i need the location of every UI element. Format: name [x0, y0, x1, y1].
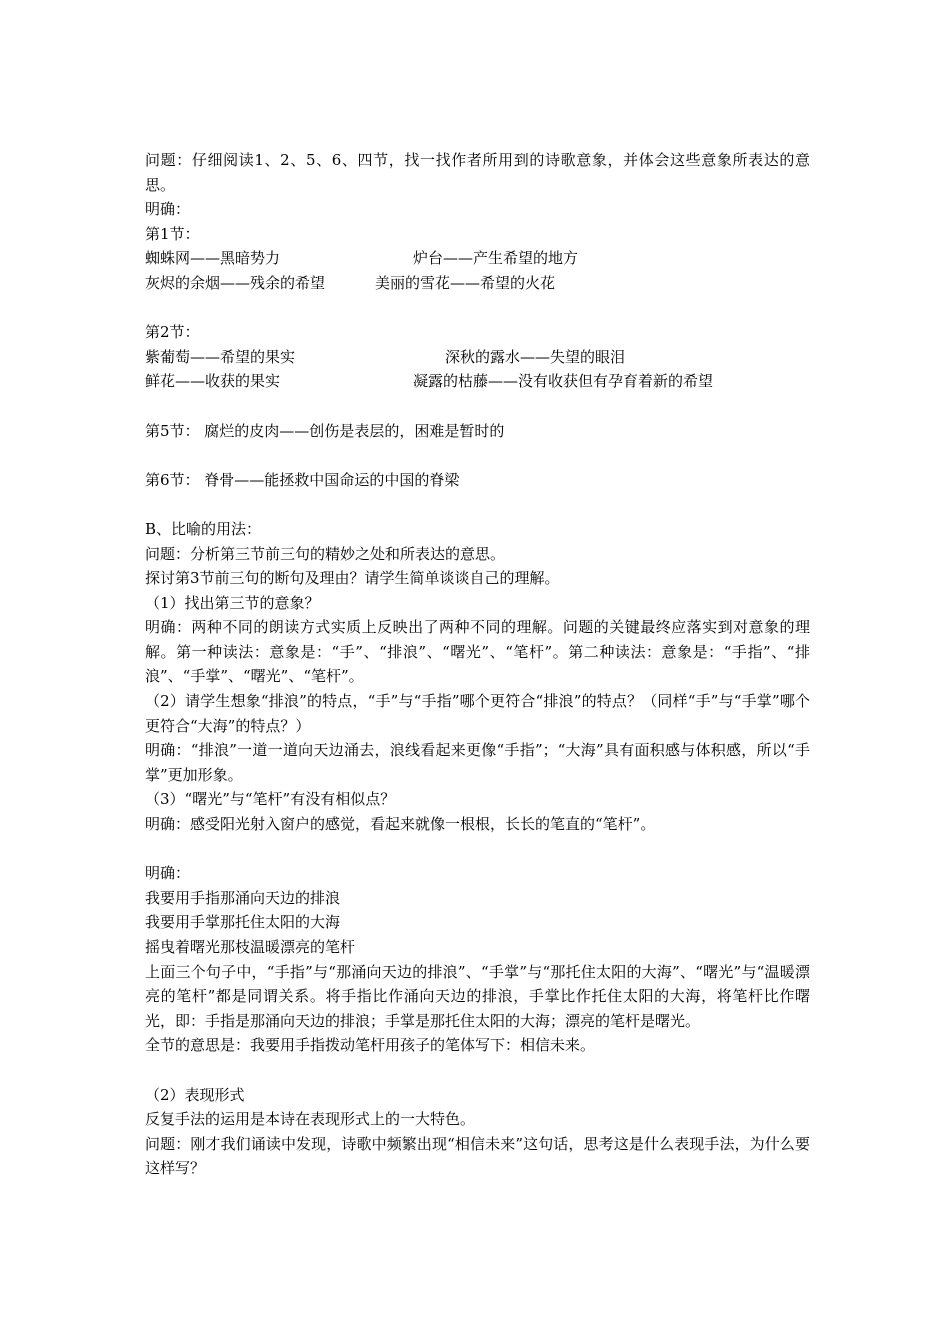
poem-line-3: 摇曳着曙光那枝温暖漂亮的笔杆 [145, 938, 356, 956]
section-2-title: 第2节： [145, 323, 200, 342]
section-5-line: 第5节： 腐烂的皮肉——创伤是表层的，困难是暂时的 [145, 421, 505, 440]
analysis-paragraph: 上面三个句子中，“手指”与“那涌向天边的排浪”、“手掌”与“那托住太阳的大海”、“曙光”与“温暖漂亮的笔杆”都是同谓关系。将手指比作涌向天边的排浪，手掌比作托住太阳的大海，将笔杆比作曙光，即：手指是那涌向天边的排浪；手掌是那托住太阳的大海；漂亮的笔杆是曙光。 [145, 962, 810, 1030]
section-6-line: 第6节： 脊骨——能拯救中国命运的中国的脊梁 [145, 470, 460, 489]
spacer [145, 394, 810, 419]
form-text: 反复手法的运用是本诗在表现形式上的一大特色。 [145, 1110, 476, 1129]
part-b-item-3-answer: 明确：感受阳光射入窗户的感觉，看起来就像一根根，长长的笔直的“笔杆”。 [145, 815, 656, 834]
poem-line-2: 我要用手掌那托住太阳的大海 [145, 913, 341, 932]
section-2-row-1-left: 紫葡萄——希望的果实 [145, 347, 296, 366]
section-2-row-1-right: 深秋的露水——失望的眼泪 [445, 347, 626, 366]
part-b-explore: 探讨第3节前三句的断句及理由？请学生简单谈谈自己的理解。 [145, 569, 560, 588]
section-1-row-1-right: 炉台——产生希望的地方 [413, 249, 579, 268]
section-1-row-2 [145, 271, 810, 296]
part-b-item-2-answer: 明确：“排浪”一道一道向天边涌去，浪线看起来更像“手指”；“大海”具有面积感与体积感，所以“手掌”更加形象。 [145, 741, 810, 784]
section-1-row-1 [145, 246, 810, 271]
spacer [145, 296, 810, 321]
spacer [145, 492, 810, 517]
section-2-row-1 [145, 345, 810, 370]
section-2-row-2-left: 鲜花——收获的果实 [145, 372, 281, 391]
form-title: （2）表现形式 [145, 1085, 245, 1104]
question-paragraph: 问题：仔细阅读1、2、5、6、四节，找一找作者所用到的诗歌意象，并体会这些意象所表达的意思。 [145, 151, 810, 194]
answer-label: 明确： [145, 200, 191, 219]
section-2-row-2 [145, 369, 810, 394]
spacer [145, 443, 810, 468]
section-1-title: 第1节： [145, 224, 200, 243]
part-b-item-1-answer: 明确：两种不同的朗读方式实质上反映出了两种不同的理解。问题的关键最终应落实到对意象的理解。第一种读法：意象是：“手”、“排浪”、“曙光”、“笔杆”。第二种读法：意象是：“手指”、“排浪”、“手掌”、“曙光”、“笔杆”。 [145, 618, 810, 686]
part-b-item-1: （1）找出第三节的意象？ [145, 593, 320, 612]
section-1-row-2-right: 美丽的雪花——希望的火花 [375, 273, 556, 292]
section-1-row-2-left: 灰烬的余烟——残余的希望 [145, 273, 326, 292]
spacer [145, 1058, 810, 1083]
answer-label-2: 明确： [145, 864, 191, 883]
document-body [145, 148, 810, 1181]
poem-line-1: 我要用手指那涌向天边的排浪 [145, 888, 341, 907]
form-question: 问题：刚才我们诵读中发现，诗歌中频繁出现“相信未来”这句话，思考这是什么表现手法，为什么要这样写？ [145, 1134, 810, 1178]
section-2-row-2-right: 凝露的枯藤——没有收获但有孕育着新的希望 [413, 372, 714, 391]
part-b-item-2: （2）请学生想象“排浪”的特点，“手”与“手指”哪个更符合“排浪”的特点？（同样“手”与“手掌”哪个更符合“大海”的特点？） [145, 692, 810, 735]
spacer [145, 837, 810, 862]
part-b-item-3: （3）“曙光”与“笔杆”有没有相似点？ [145, 790, 396, 809]
section-1-row-1-left: 蜘蛛网——黑暗势力 [145, 249, 281, 268]
part-b-question: 问题：分析第三节前三句的精妙之处和所表达的意思。 [145, 544, 506, 563]
part-b-title: B、比喻的用法： [145, 519, 262, 538]
meaning-line: 全节的意思是：我要用手指拨动笔杆用孩子的笔体写下：相信未来。 [145, 1036, 596, 1055]
